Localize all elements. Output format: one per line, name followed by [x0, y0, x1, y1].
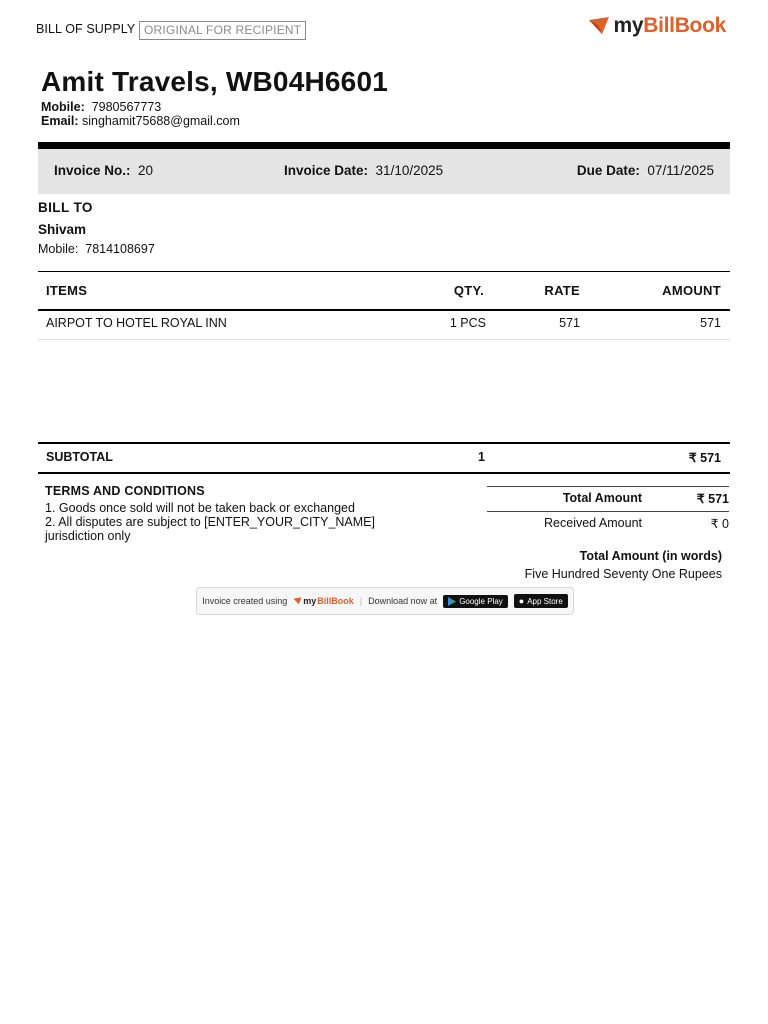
- google-play-label: Google Play: [459, 596, 503, 606]
- terms-line-1: 1. Goods once sold will not be taken back or exchanged: [45, 501, 355, 515]
- logo-billbook-text: BillBook: [643, 14, 726, 37]
- rate-column-header: RATE: [544, 283, 580, 298]
- footer-brand-billbook: BillBook: [317, 596, 354, 606]
- apple-icon: ●: [518, 596, 525, 606]
- amount-in-words-label: Total Amount (in words): [579, 549, 722, 563]
- amount-column-header: AMOUNT: [662, 283, 721, 298]
- subtotal-qty: 1: [478, 450, 485, 464]
- invoice-number-value: 20: [138, 163, 154, 178]
- footer-download-text: Download now at: [368, 596, 438, 606]
- company-email: [41, 114, 240, 128]
- table-top-rule: [38, 271, 730, 272]
- header-divider: [38, 142, 730, 149]
- total-amount-value: ₹ 571: [696, 492, 729, 506]
- totals-mid-rule: [487, 511, 729, 512]
- totals-top-rule: [487, 486, 729, 487]
- company-email-value: singhamit75688@gmail.com: [82, 114, 240, 128]
- item-qty: 1 PCS: [449, 316, 486, 330]
- received-amount-label: Received Amount: [544, 516, 642, 530]
- google-play-button[interactable]: [443, 595, 508, 608]
- subtotal-bottom-rule: [38, 472, 730, 474]
- amount-in-words-value: Five Hundred Seventy One Rupees: [524, 567, 722, 581]
- footer-brand-my: my: [303, 596, 317, 606]
- company-mobile: [41, 100, 161, 114]
- invoice-date: [284, 163, 443, 178]
- due-date-label: Due Date:: [576, 163, 640, 178]
- logo-my-text: my: [613, 14, 644, 37]
- mybillbook-logo: [588, 14, 726, 38]
- total-amount-label: Total Amount: [562, 491, 642, 505]
- footer-banner[interactable]: [196, 587, 574, 615]
- terms-heading: TERMS AND CONDITIONS: [45, 484, 205, 498]
- subtotal-label: SUBTOTAL: [46, 450, 113, 464]
- customer-name: Shivam: [38, 222, 87, 237]
- company-email-label: Email:: [41, 114, 79, 128]
- customer-mobile-label: Mobile:: [38, 242, 79, 256]
- customer-mobile: [38, 242, 155, 256]
- company-mobile-value: 7980567773: [91, 100, 162, 114]
- invoice-date-label: Invoice Date:: [284, 163, 369, 178]
- subtotal-amount: ₹ 571: [688, 451, 721, 465]
- subtotal-top-rule: [38, 442, 730, 444]
- company-name: Amit Travels, WB04H6601: [41, 66, 388, 97]
- app-store-button[interactable]: [514, 594, 568, 608]
- item-rate: 571: [559, 316, 580, 330]
- item-name: AIRPOT TO HOTEL ROYAL INN: [46, 316, 227, 330]
- customer-mobile-value: 7814108697: [85, 242, 155, 256]
- terms-line-2: 2. All disputes are subject to [ENTER_YOUR_CITY_NAME] jurisdiction only: [45, 515, 375, 543]
- items-column-header: ITEMS: [46, 283, 88, 298]
- due-date: [577, 163, 714, 178]
- google-play-icon: [448, 597, 456, 606]
- mybillbook-logo-icon: [588, 16, 610, 36]
- app-store-label: App Store: [527, 596, 563, 606]
- company-mobile-label: Mobile:: [41, 100, 85, 114]
- invoice-number-label: Invoice No.:: [54, 163, 131, 178]
- row-divider: [38, 339, 730, 340]
- footer-created-text: Invoice created using: [202, 596, 288, 606]
- invoice-date-value: 31/10/2025: [375, 163, 444, 178]
- received-amount-value: ₹ 0: [710, 517, 729, 531]
- copy-badge: ORIGINAL FOR RECIPIENT: [139, 21, 306, 40]
- invoice-number: [54, 163, 153, 178]
- bill-to-heading: BILL TO: [38, 200, 93, 215]
- item-amount: 571: [700, 316, 721, 330]
- table-header-rule: [38, 309, 730, 311]
- footer-brand: [293, 596, 354, 606]
- due-date-value: 07/11/2025: [647, 163, 714, 178]
- qty-column-header: QTY.: [453, 283, 484, 298]
- mybillbook-logo-icon: [293, 597, 302, 605]
- document-type: BILL OF SUPPLY: [36, 22, 136, 36]
- footer-separator: |: [359, 596, 363, 606]
